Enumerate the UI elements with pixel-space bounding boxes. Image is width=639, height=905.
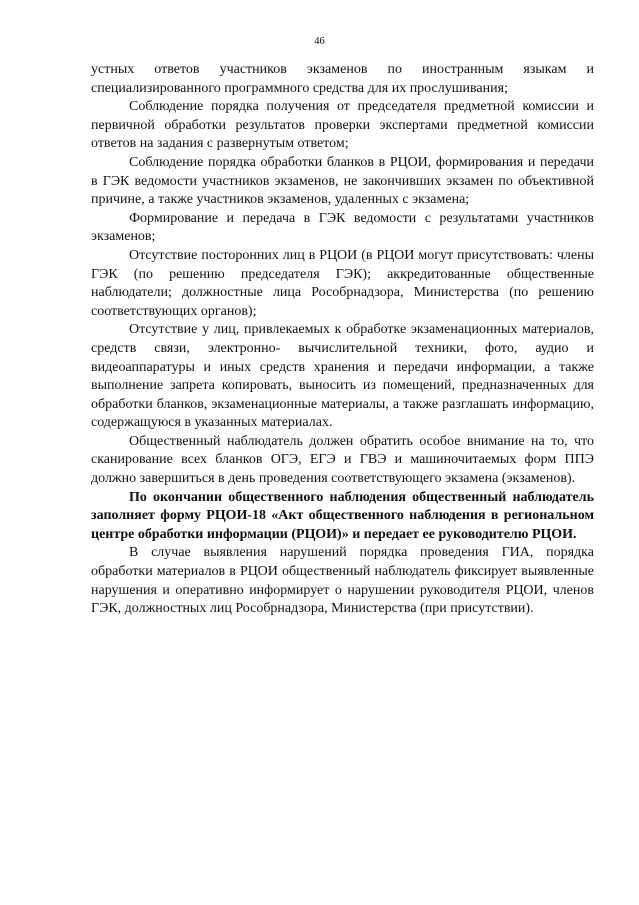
paragraph-observation-act: По окончании общественного наблюдения общественный наблюдатель заполняет форму РЦОИ-18 «Акт общественного наблюдения в региональном центре обработки информации (РЦОИ)» и передает ее руководителю РЦОИ. (91, 489, 594, 542)
page-number: 46 (314, 36, 325, 47)
paragraph-results-statement: Формирование и передача в ГЭК ведомости с результатами участников экзаменов; (91, 210, 594, 245)
paragraph-blank-processing: Соблюдение порядка обработки бланков в РЦОИ, формирования и передачи в ГЭК ведомости участников экзаменов, не закончивших экзамен по объективной причине, а также участников экзаменов, удаленных с экзамена; (91, 154, 594, 208)
paragraph-communication-devices: Отсутствие у лиц, привлекаемых к обработке экзаменационных материалов, средств связи, электронно- вычислительной техники, фото, аудио и видеоаппаратуры и иных средств хранения и передачи информации, а также выполнение запрета копировать, выносить из помещений, предназначенных для обработки бланков, экзаменационные материалы, а также разглашать информацию, содержащуюся в указанных материалах. (91, 322, 594, 431)
paragraph-continuation: устных ответов участников экзаменов по иностранным языкам и специализированного программного средства для их прослушивания; (91, 62, 594, 96)
paragraph-answers-receipt: Соблюдение порядка получения от председателя предметной комиссии и первичной обработки результатов проверки экспертами предметной комиссии ответов на задания с развернутым ответом; (91, 99, 594, 152)
paragraph-violations: В случае выявления нарушений порядка проведения ГИА, порядка обработки материалов в РЦОИ общественный наблюдатель фиксирует выявленные нарушения и оперативно информирует о нарушении руководителя РЦОИ, членов ГЭК, должностных лиц Рособрнадзора, Министерства (при присутствии). (91, 545, 594, 617)
paragraph-outsiders-absence: Отсутствие посторонних лиц в РЦОИ (в РЦОИ могут присутствовать: члены ГЭК (по решению председателя ГЭК); аккредитованные общественные наблюдатели; должностные лица Рособрнадзора, Министерства (по решению соответствующих органов); (91, 247, 594, 319)
document-body (91, 61, 594, 619)
paragraph-scanning-attention: Общественный наблюдатель должен обратить особое внимание на то, что сканирование всех бланков ОГЭ, ЕГЭ и ГВЭ и машиночитаемых форм ППЭ должно завершиться в день проведения соответствующего экзамена (экзаменов). (91, 433, 594, 487)
